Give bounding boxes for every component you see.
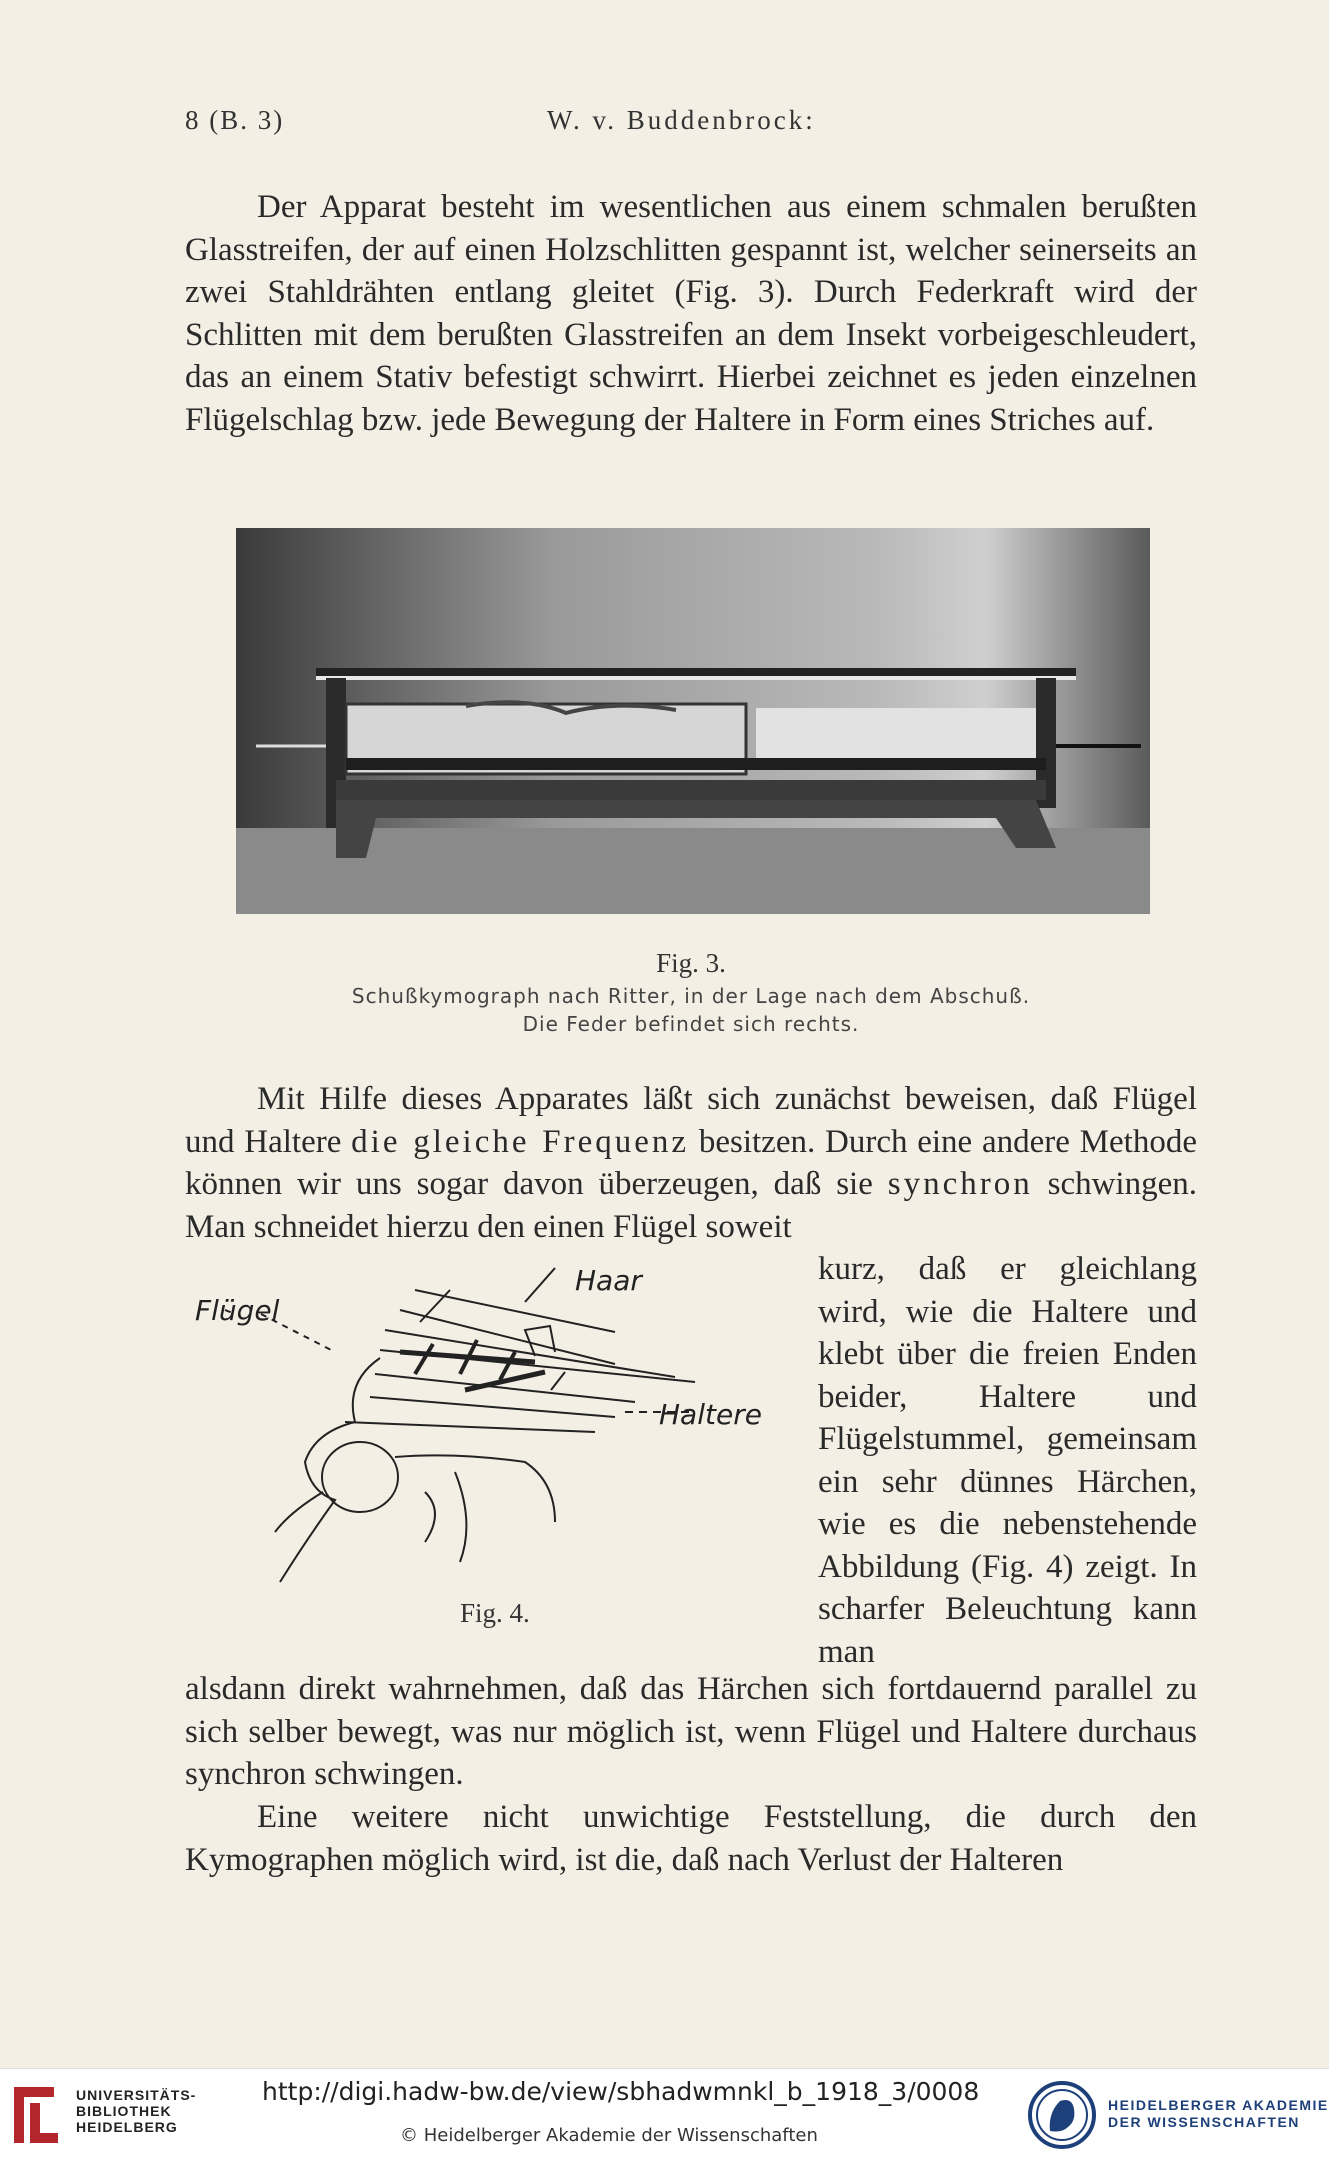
page-number: 8 (B. 3) [185, 105, 285, 135]
ub-line1: UNIVERSITÄTS- [76, 2087, 197, 2103]
fig3-kymograph-photo [236, 528, 1150, 914]
fig3-caption [185, 948, 1197, 1035]
paragraph-synchron [185, 1078, 1197, 1248]
copyright-notice: © Heidelberger Akademie der Wissenschaften [400, 2125, 818, 2146]
emphasis-synchron: synchron [887, 1166, 1033, 1202]
hak-line2: DER WISSENSCHAFTEN [1108, 2114, 1300, 2130]
ub-line2: BIBLIOTHEK [76, 2103, 172, 2119]
permalink-url[interactable]: http://digi.hadw-bw.de/view/sbhadwmnkl_b_1918_3/0008 [262, 2077, 980, 2106]
running-header [185, 105, 1195, 145]
hak-line1: HEIDELBERGER AKADEMIE [1108, 2097, 1329, 2113]
academy-name [1108, 2097, 1329, 2131]
paragraph-synchron-side: kurz, daß er gleichlang wird, wie die Haltere und klebt über die freien Enden beider, Haltere und Flügelstummel, gemeinsam ein sehr dünnes Härchen, wie es die nebenstehende Abbildung (Fig. 4) zeigt. In scharfer Beleuchtung kann man [818, 1251, 1197, 1670]
emphasis-gleiche-frequenz: die gleiche Frequenz [351, 1123, 690, 1160]
paragraph-synchron-continued: alsdann direkt wahrnehmen, daß das Härchen sich fortdauernd parallel zu sich selber bewegt, was nur möglich ist, wenn Flügel und Haltere durchaus synchron schwingen. [185, 1671, 1197, 1792]
university-library-logo-icon [14, 2083, 58, 2147]
fig4-number: Fig. 4. [460, 1598, 530, 1628]
university-library-name [76, 2087, 196, 2135]
fig4-label-fluegel: Flügel [195, 1294, 280, 1327]
paragraph-synchron-part1: Mit Hilfe dieses Apparates läßt sich zunächst beweisen, daß Flügel und Haltere [185, 1081, 1197, 1160]
fig3-caption-line1: Schußkymograph nach Ritter, in der Lage nach dem Abschuß. [351, 984, 1031, 1008]
paragraph-synchron-part3: schwingen. Man schneidet hierzu den einen Flügel soweit [185, 1166, 1197, 1245]
paragraph-feststellung: Eine weitere nicht unwichtige Feststellung, die durch den Kymographen möglich wird, ist die, daß nach Verlust der Halteren [185, 1799, 1197, 1878]
footer-bar [0, 2068, 1329, 2165]
fig4-label-haltere: Haltere [659, 1398, 762, 1431]
fig4-label-haar: Haar [575, 1264, 642, 1297]
fig3-number: Fig. 3. [656, 948, 726, 978]
running-title: W. v. Buddenbrock: [547, 105, 816, 135]
paragraph-apparatus: Der Apparat besteht im wesentlichen aus einem schmalen berußten Glasstreifen, der auf einen Holzschlitten gespannt ist, welcher seinerseits an zwei Stahldrähten entlang gleitet (Fig. 3). Durch Federkraft wird der Schlitten mit dem berußten Glasstreifen an dem Insekt vorbeigeschleudert, das an einem Stativ befestigt schwirrt. Hierbei zeichnet es jeden einzelnen Flügelschlag bzw. jede Bewegung der Haltere in Form eines Striches auf. [185, 189, 1197, 438]
academy-seal-logo-icon [1028, 2079, 1096, 2151]
fig3-caption-line2: Die Feder befindet sich rechts. [522, 1012, 860, 1036]
paragraph-synchron-part2: besitzen. Durch eine andere Methode können wir uns sogar davon überzeugen, daß sie [185, 1123, 1197, 1202]
ub-line3: HEIDELBERG [76, 2119, 178, 2135]
fig4-drawing [195, 1262, 805, 1592]
